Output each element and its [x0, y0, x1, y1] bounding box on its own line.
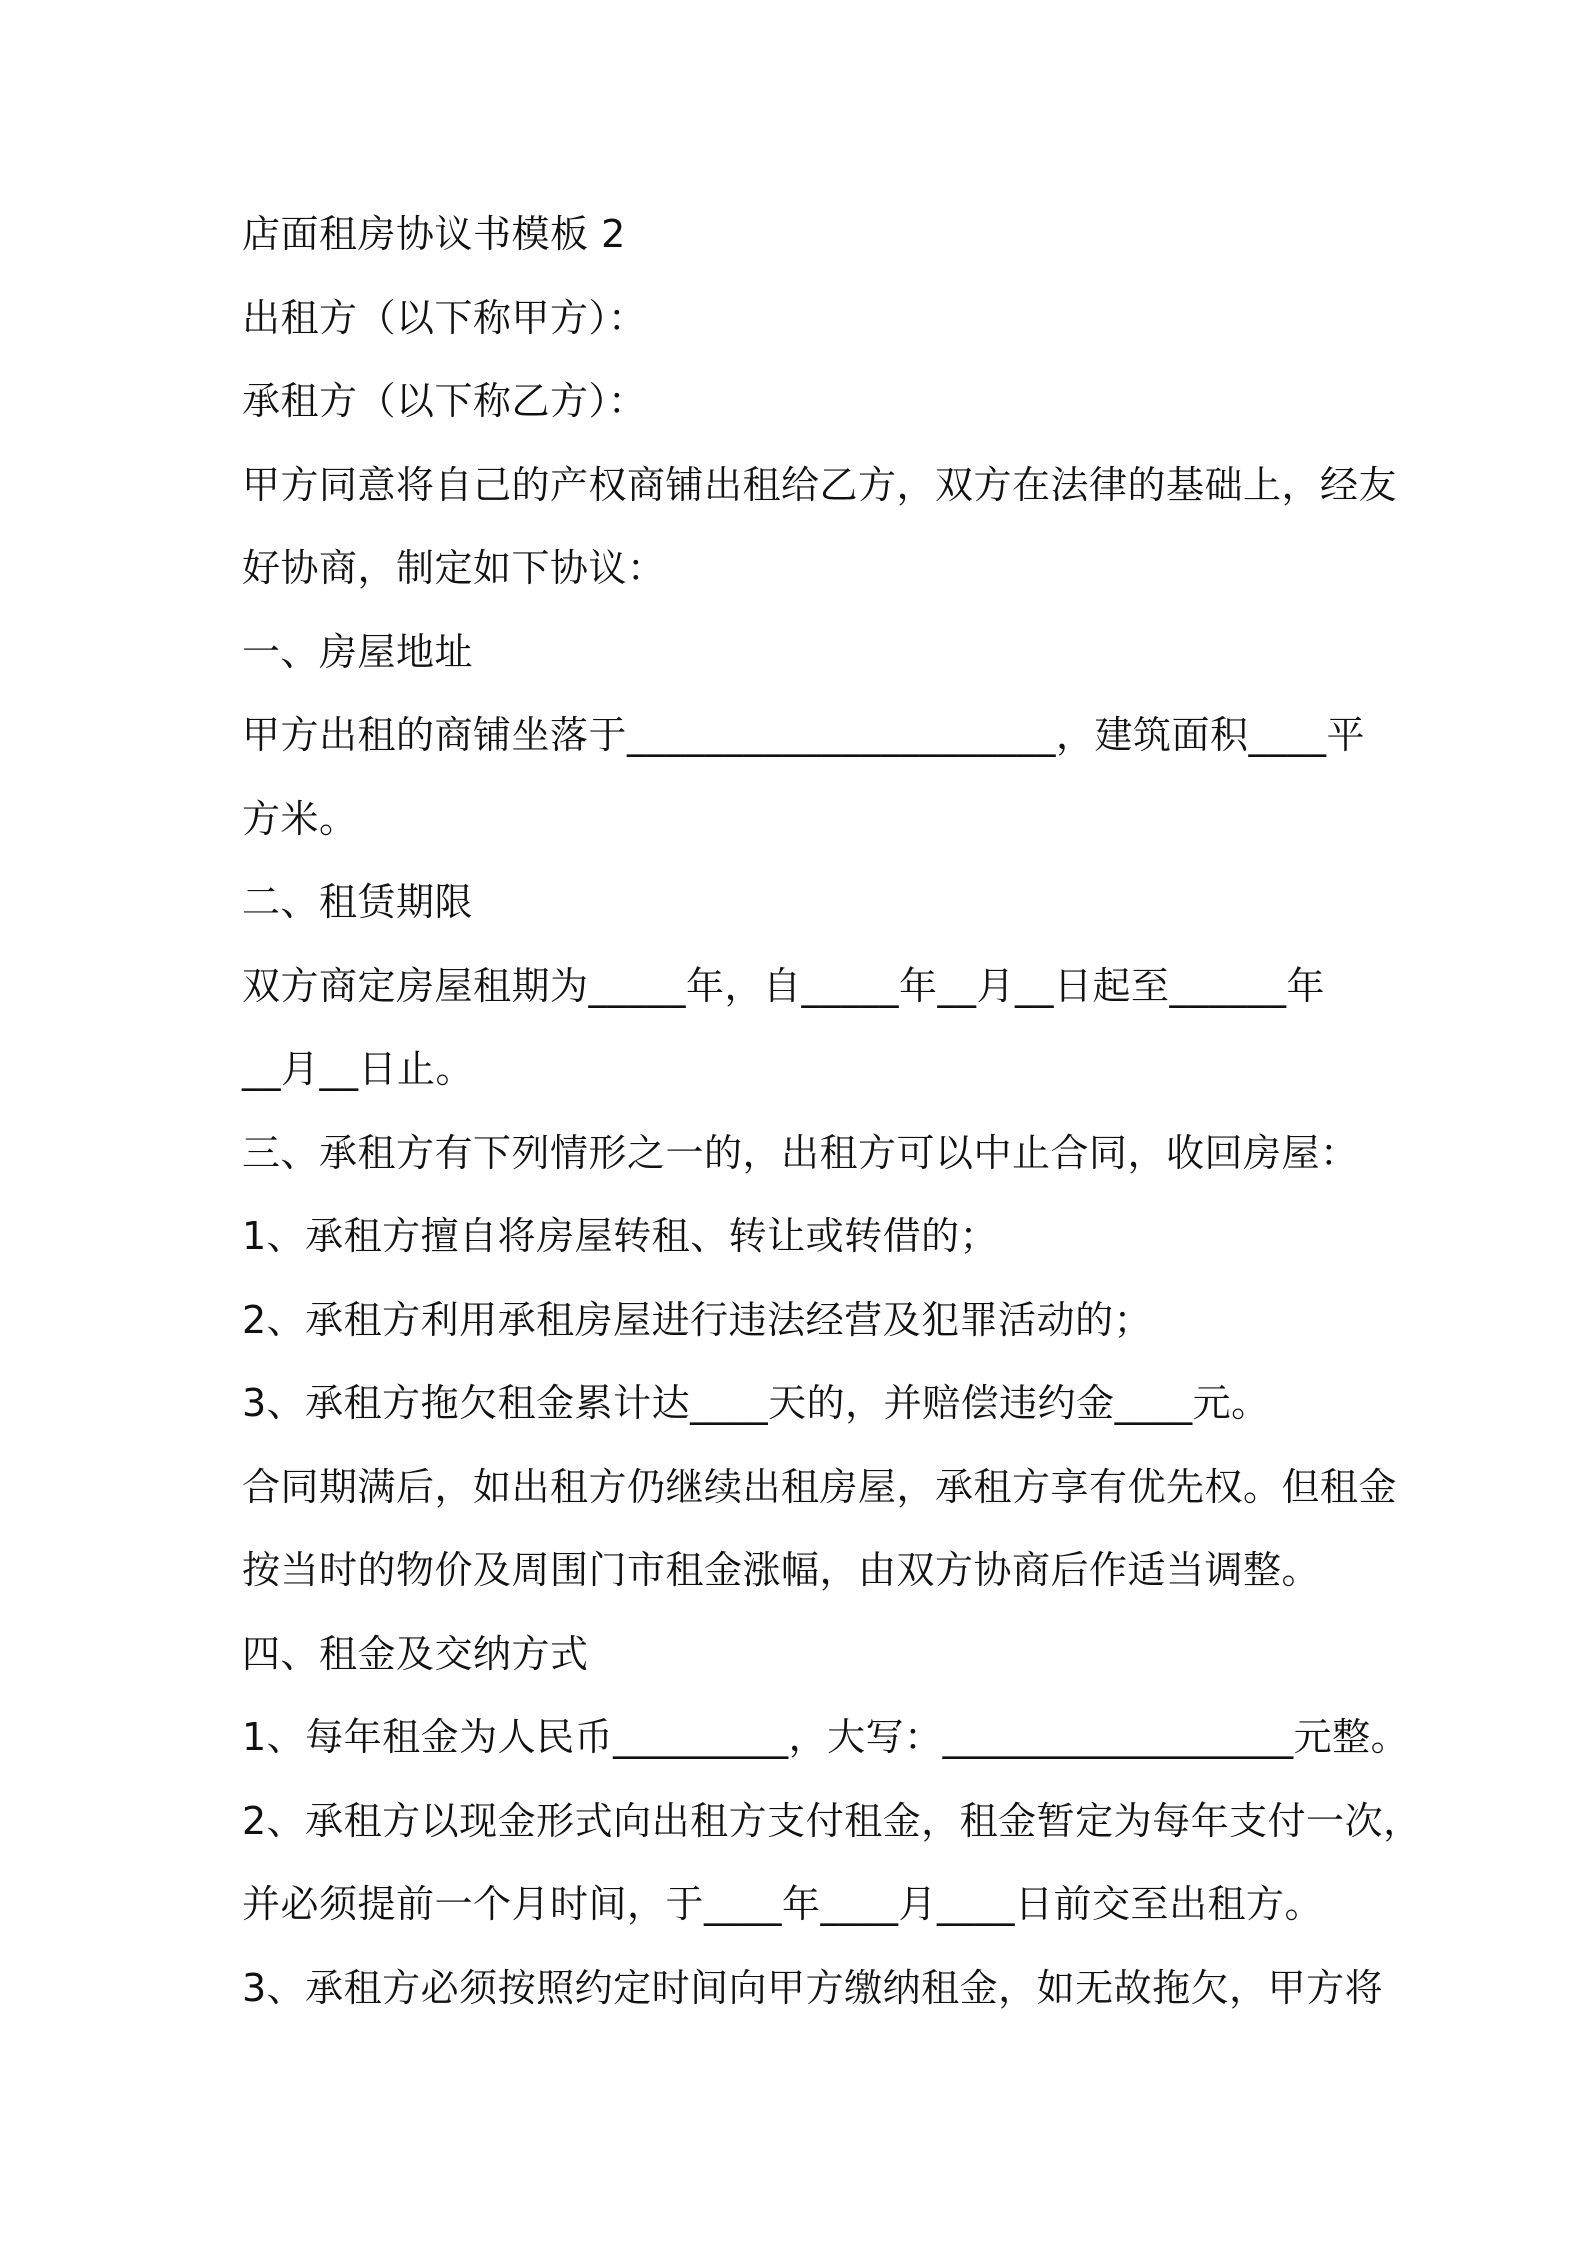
clause-4-3-line-1: 3、承租方必须按照约定时间向甲方缴纳租金，如无故拖欠，甲方将	[242, 1965, 1384, 2010]
clause-4-2-line-1: 2、承租方以现金形式向出租方支付租金，租金暂定为每年支付一次，	[242, 1798, 1422, 1843]
clause-3-1: 1、承租方擅自将房屋转租、转让或转借的；	[242, 1214, 999, 1258]
section-4-heading: 四、租金及交纳方式	[242, 1631, 589, 1676]
clause-4-2-line-2: 并必须提前一个月时间，于____年____月____日前交至出租方。	[242, 1882, 1324, 1926]
renewal-line-2: 按当时的物价及周围门市租金涨幅，由双方协商后作适当调整。	[242, 1548, 1321, 1592]
term-line-1: 双方商定房屋租期为_____年，自_____年__月__日起至______年	[242, 963, 1326, 1008]
address-line-1: 甲方出租的商铺坐落于______________________，建筑面积____平	[242, 713, 1366, 757]
term-line-2: __月__日止。	[242, 1047, 475, 1091]
renewal-line-1: 合同期满后，如出租方仍继续出租房屋，承租方享有优先权。但租金	[242, 1464, 1398, 1509]
clause-3-2: 2、承租方利用承租房屋进行违法经营及犯罪活动的；	[242, 1297, 1153, 1342]
lessee-line: 承租方（以下称乙方）：	[242, 379, 647, 423]
clause-3-3: 3、承租方拖欠租金累计达____天的，并赔偿违约金____元。	[242, 1381, 1270, 1425]
document-title: 店面租房协议书模板 2	[242, 212, 626, 256]
document-body	[242, 205, 1422, 2042]
section-2-heading: 二、租赁期限	[242, 880, 474, 924]
address-line-2: 方米。	[242, 796, 358, 841]
section-1-heading: 一、房屋地址	[242, 629, 474, 674]
section-3-heading: 三、承租方有下列情形之一的，出租方可以中止合同，收回房屋：	[242, 1130, 1359, 1175]
preamble-line-1: 甲方同意将自己的产权商铺出租给乙方，双方在法律的基础上，经友	[242, 462, 1398, 507]
lessor-line: 出租方（以下称甲方）：	[242, 295, 647, 340]
preamble-line-2: 好协商，制定如下协议：	[242, 546, 666, 590]
clause-4-1: 1、每年租金为人民币_________，大写：__________________元整。	[242, 1715, 1410, 1759]
